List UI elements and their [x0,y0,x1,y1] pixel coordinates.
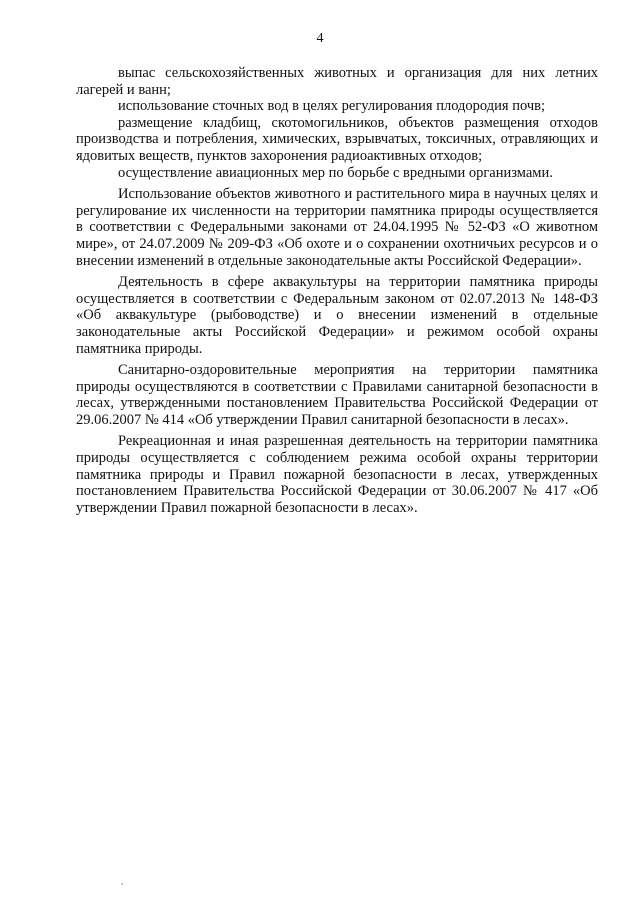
paragraph-aquaculture: Деятельность в сфере аквакультуры на территории памятника природы осуществляется в соответствии с Федеральным законом от 02.07.2013 № 148-ФЗ «Об аквакультуре (рыбоводстве) и о внесении изменений в отдельные законодательные акты Российской Федерации» и режимом особой охраны памятника природы. [76,274,598,357]
scan-speck [121,883,123,885]
paragraph-wastewater-use: использование сточных вод в целях регулирования плодородия почв; [118,98,545,115]
paragraph-sanitary-measures: Санитарно-оздоровительные мероприятия на территории памятника природы осуществляются в соответствии с Правилами санитарной безопасности в лесах, утвержденными постановлением Правительства Российской Федерации от 29.06.2007 № 414 «Об утверждении Правил санитарной безопасности в лесах». [76,362,598,428]
document-body [76,65,598,516]
paragraph-waste-placement: размещение кладбищ, скотомогильников, объектов размещения отходов производства и потребления, химических, взрывчатых, токсичных, отравляющих и ядовитых веществ, пунктов захоронения радиоактивных отходов; [76,114,598,164]
paragraph-livestock-grazing: выпас сельскохозяйственных животных и организация для них летних лагерей и ванн; [76,65,598,98]
paragraph-wildlife-use: Использование объектов животного и растительного мира в научных целях и регулирование их численности на территории памятника природы осуществляется в соответствии с Федеральными законами от 24.04.1995 № 52-ФЗ «О животном мире», от 24.07.2009 № 209-ФЗ «Об охоте и о сохранении охотничьих ресурсов и о внесении изменений в отдельные законодательные акты Российской Федерации». [76,186,598,269]
paragraph-aviation-measures: осуществление авиационных мер по борьбе с вредными организмами. [118,164,553,181]
page-number: 4 [316,31,324,46]
paragraph-recreation: Рекреационная и иная разрешенная деятельность на территории памятника природы осуществляется с соблюдением режима особой охраны территории памятника природы и Правил пожарной безопасности в лесах, утвержденных постановлением Правительства Российской Федерации от 30.06.2007 № 417 «Об утверждении Правил пожарной безопасности в лесах». [76,433,598,516]
